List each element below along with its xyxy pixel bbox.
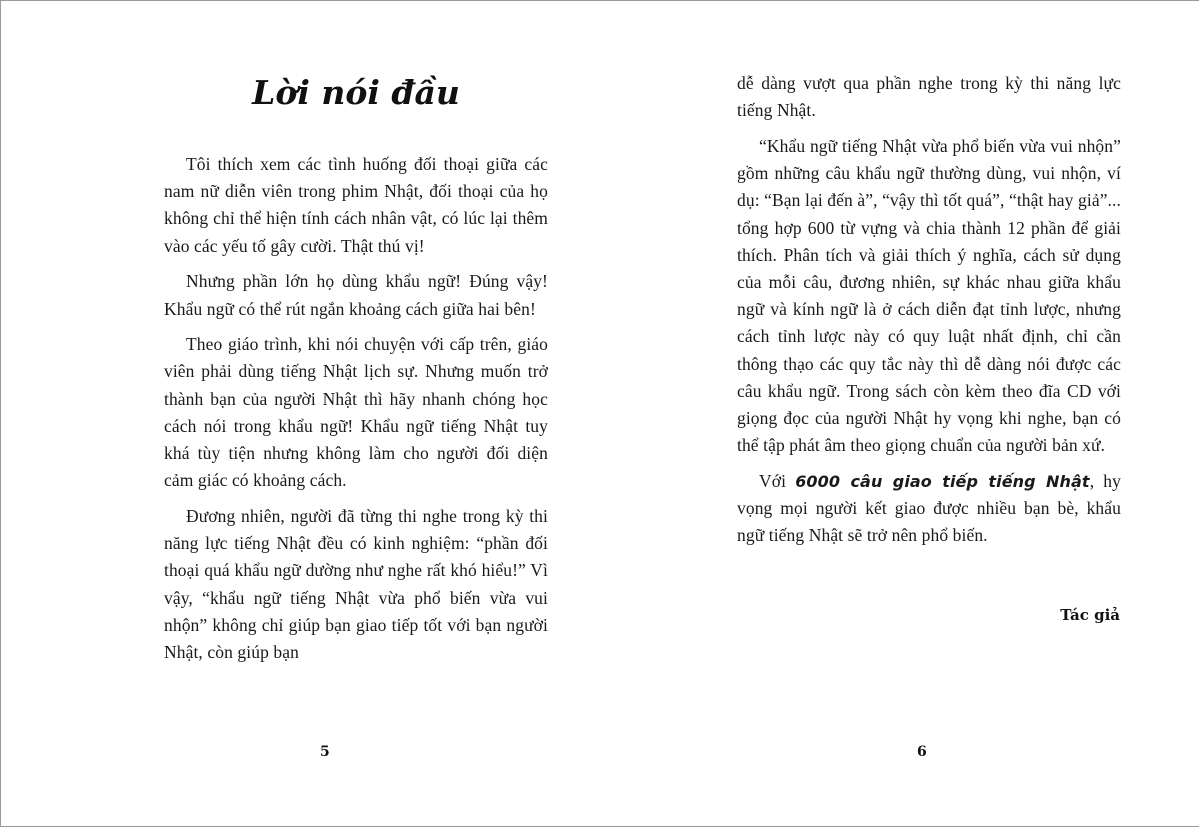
closing-text-start: Với: [759, 470, 796, 491]
paragraph-continued: dễ dàng vượt qua phần nghe trong kỳ thi năng lực tiếng Nhật.: [737, 73, 1121, 121]
paragraph: Nhưng phần lớn họ dùng khẩu ngữ! Đúng vậy! Khẩu ngữ có thể rút ngắn khoảng cách giữa hai bên!: [164, 271, 548, 319]
page-title: Lời nói đầu: [252, 73, 460, 112]
paragraph: Theo giáo trình, khi nói chuyện với cấp trên, giáo viên phải dùng tiếng Nhật lịch sự. Nhưng muốn trở thành bạn của người Nhật thì hãy nhanh chóng học cách nói trong khẩu ngữ! Khẩu ngữ tiếng Nhật tuy khá tùy tiện nhưng không làm cho người đối diện cảm giác có khoảng cách.: [164, 334, 548, 491]
author-signature: Tác giả: [1060, 606, 1120, 624]
closing-paragraph: [737, 468, 1121, 550]
left-text-column: [164, 151, 548, 675]
paragraph: “Khẩu ngữ tiếng Nhật vừa phổ biến vừa vui nhộn” gồm những câu khẩu ngữ thường dùng, vui nhộn, ví dụ: “Bạn lại đến à”, “vậy thì tốt quá”, “thật hay giả”... tổng hợp 600 từ vựng và chia thành 12 phần để giải thích. Phân tích và giải thích ý nghĩa, cách sử dụng của mỗi câu, đương nhiên, sự khác nhau giữa khẩu ngữ và kính ngữ là ở cách diễn đạt tỉnh lược, nhưng cách tỉnh lược này có quy luật nhất định, chỉ cần thông thạo các quy tắc này thì dễ dàng nói được các câu khẩu ngữ. Trong sách còn kèm theo đĩa CD với giọng đọc của người Nhật hy vọng khi nghe, bạn có thể tập phát âm theo giọng chuẩn của người bản xứ.: [737, 135, 1121, 456]
closing-text-end: , hy vọng mọi người kết giao được nhiều bạn bè, khẩu ngữ tiếng Nhật sẽ trở nên phổ biến.: [737, 470, 1121, 546]
left-page: [1, 1, 601, 827]
right-text-column: [737, 70, 1121, 558]
page-number: 6: [917, 744, 927, 760]
paragraph: Đương nhiên, người đã từng thi nghe trong kỳ thi năng lực tiếng Nhật đều có kinh nghiệm: “phần đối thoại quá khẩu ngữ dường như nghe rất khó hiểu!” Vì vậy, “khẩu ngữ tiếng Nhật vừa phổ biến vừa vui nhộn” không chỉ giúp bạn giao tiếp tốt với bạn người Nhật, còn giúp bạn: [164, 505, 548, 662]
paragraph: Tôi thích xem các tình huống đối thoại giữa các nam nữ diễn viên trong phim Nhật, đối thoại của họ không chỉ thể hiện tính cách nhân vật, có lúc lại thêm vào các yếu tố gây cười. Thật thú vị!: [164, 154, 548, 256]
page-number: 5: [320, 744, 330, 760]
book-title: 6000 câu giao tiếp tiếng Nhật: [795, 471, 1090, 491]
right-page: [601, 1, 1199, 827]
